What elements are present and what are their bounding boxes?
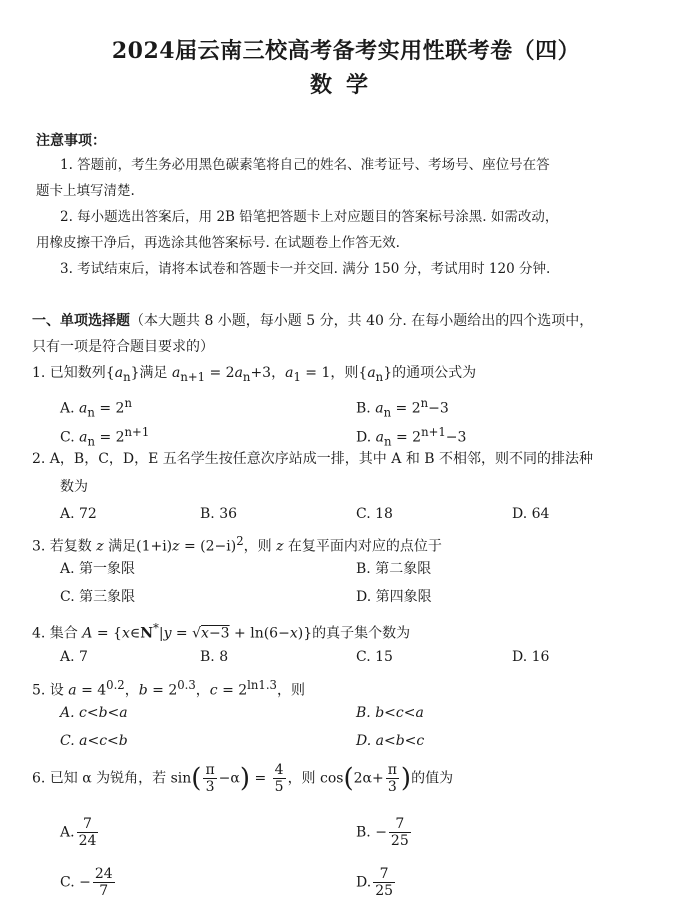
q6-option-c: C. − $\frac{24}{7}$ — [60, 866, 113, 899]
q4-option-d: D. 16 — [512, 649, 550, 665]
section-1-title: 一、单项选择题 — [32, 313, 130, 329]
q6-option-d: D. $\frac{7}{25}$ — [356, 866, 394, 899]
notice-item-1-line-2: 题卡上填写清楚. — [36, 183, 135, 199]
q2-option-a: A. 72 — [60, 506, 97, 522]
q6-option-a: A. $\frac{7}{24}$ — [60, 816, 97, 849]
section-1-desc-1: （本大题共 8 小题，每小题 5 分，共 40 分. 在每小题给出的四个选项中， — [130, 313, 594, 329]
q4-option-c: C. 15 — [356, 649, 393, 665]
question-3: 3. 若复数 z 满足$(1+i)z = (2-i)^2$，则 z 在复平面内对应的点位于 — [32, 534, 442, 555]
q5-option-d: D. a<b<c — [356, 733, 425, 749]
section-1-desc-2: 只有一项是符合题目要求的） — [32, 339, 214, 355]
notice-item-3: 3. 考试结束后，请将本试卷和答题卡一并交回. 满分 150 分，考试用时 120 分钟. — [60, 261, 551, 277]
q1-option-b: B. $a_n = 2^n-3$ — [356, 396, 449, 420]
q2-option-b: B. 36 — [200, 506, 238, 522]
q1-option-c: C. $a_n = 2^{n+1}$ — [60, 425, 150, 449]
notice-item-1-line-1: 1. 答题前，考生务必用黑色碳素笔将自己的姓名、准考证号、考场号、座位号在答 — [60, 157, 550, 173]
q1-option-d: D. $a_n = 2^{n+1}-3$ — [356, 425, 467, 449]
question-1: 1. 已知数列$\{a_n\}$满足 $a_{n+1} = 2a_n+3$，$a_1 = 1$，则$\{a_n\}$的通项公式为 — [32, 365, 477, 384]
exam-subject: 数学 — [309, 72, 382, 98]
notice-item-2-line-2: 用橡皮擦干净后，再选涂其他答案标号. 在试题卷上作答无效. — [36, 235, 400, 251]
q4-option-a: A. 7 — [60, 649, 88, 665]
q2-option-d: D. 64 — [512, 506, 550, 522]
q5-option-c: C. a<c<b — [60, 733, 128, 749]
q3-option-a: A. 第一象限 — [60, 561, 136, 577]
notice-item-2-line-1: 2. 每小题选出答案后，用 2B 铅笔把答题卡上对应题目的答案标号涂黑. 如需改动， — [60, 209, 559, 225]
notice-heading: 注意事项： — [36, 133, 106, 149]
question-5: 5. 设 $a = 4^{0.2}$，$b = 2^{0.3}$，$c = 2^{ln1.3}$，则 — [32, 678, 305, 699]
q4-option-b: B. 8 — [200, 649, 229, 665]
q6-option-b: B. − $\frac{7}{25}$ — [356, 816, 409, 849]
q3-option-c: C. 第三象限 — [60, 589, 136, 605]
q5-option-b: B. b<c<a — [356, 705, 424, 721]
q1-option-a: A. $a_n = 2^n$ — [60, 396, 132, 420]
exam-title: 2024届云南三校高考备考实用性联考卷（四） — [111, 38, 581, 64]
section-1-header — [32, 308, 672, 360]
question-6: 6. 已知 α 为锐角，若 sin( $\frac{\pi}{3}$ −α) = $\frac{4}{5}$ ，则 cos(2α+ $\frac{\pi}{3}$ )的值为 — [32, 762, 454, 795]
q3-option-d: D. 第四象限 — [356, 589, 432, 605]
question-2-line-1: 2. A，B，C，D，E 五名学生按任意次序站成一排，其中 A 和 B 不相邻，则不同的排法种 — [32, 451, 594, 467]
question-2-line-2: 数为 — [60, 479, 88, 495]
q5-option-a: A. c<b<a — [60, 705, 128, 721]
question-4: 4. 集合 A = {x∈N*|y = √x−3 + ln(6−x)}的真子集个数为 — [32, 621, 411, 642]
q3-option-b: B. 第二象限 — [356, 561, 432, 577]
q2-option-c: C. 18 — [356, 506, 393, 522]
